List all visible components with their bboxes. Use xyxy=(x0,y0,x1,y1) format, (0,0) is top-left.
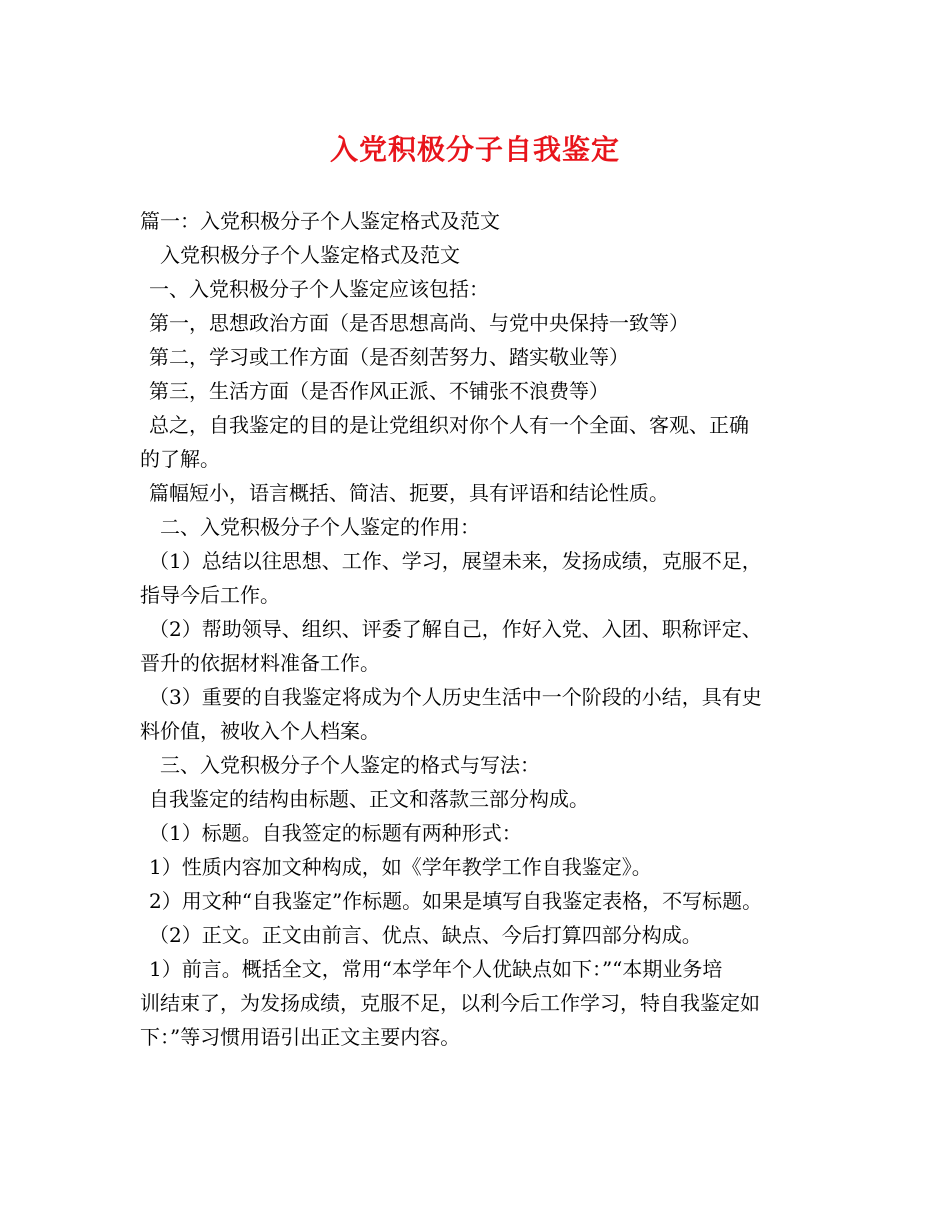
text-line: （1）总结以往思想、工作、学习，展望未来，发扬成绩，克服不足， xyxy=(149,549,762,573)
text-line: 篇一：入党积极分子个人鉴定格式及范文 xyxy=(140,209,500,233)
text-line: （2）正文。正文由前言、优点、缺点、今后打算四部分构成。 xyxy=(149,923,702,947)
text-line: （3）重要的自我鉴定将成为个人历史生活中一个阶段的小结，具有史 xyxy=(149,685,762,709)
text-line: 三、入党积极分子个人鉴定的格式与写法： xyxy=(160,753,540,777)
document-body xyxy=(140,204,830,1054)
text-line: 第二，学习或工作方面（是否刻苦努力、踏实敬业等） xyxy=(149,345,629,369)
text-line: 的了解。 xyxy=(140,447,220,471)
text-line: 二、入党积极分子个人鉴定的作用： xyxy=(160,515,480,539)
text-line: 篇幅短小，语言概括、简洁、扼要，具有评语和结论性质。 xyxy=(149,481,669,505)
text-line: （2）帮助领导、组织、评委了解自己，作好入党、入团、职称评定、 xyxy=(149,617,762,641)
text-line: 下：”等习惯用语引出正文主要内容。 xyxy=(140,1025,461,1049)
text-line: （1）标题。自我签定的标题有两种形式： xyxy=(149,821,522,845)
text-line: 第三，生活方面（是否作风正派、不铺张不浪费等） xyxy=(149,379,609,403)
text-line: 训结束了，为发扬成绩，克服不足，以利今后工作学习，特自我鉴定如 xyxy=(140,991,760,1015)
text-line: 自我鉴定的结构由标题、正文和落款三部分构成。 xyxy=(149,787,589,811)
text-line: 入党积极分子个人鉴定格式及范文 xyxy=(160,243,460,267)
text-line: 一、入党积极分子个人鉴定应该包括： xyxy=(149,277,489,301)
text-line: 第一，思想政治方面（是否思想高尚、与党中央保持一致等） xyxy=(149,311,689,335)
text-line: 料价值，被收入个人档案。 xyxy=(140,719,380,743)
text-line: 总之，自我鉴定的目的是让党组织对你个人有一个全面、客观、正确 xyxy=(149,413,749,437)
text-line: 晋升的依据材料准备工作。 xyxy=(140,651,380,675)
document-title: 入党积极分子自我鉴定 xyxy=(329,133,620,166)
text-line: 1）前言。概括全文，常用“本学年个人优缺点如下：”“本期业务培 xyxy=(149,957,723,981)
text-line: 2）用文种“自我鉴定”作标题。如果是填写自我鉴定表格，不写标题。 xyxy=(149,889,763,913)
text-line: 1）性质内容加文种构成，如《学年教学工作自我鉴定》。 xyxy=(149,855,652,879)
text-line: 指导今后工作。 xyxy=(140,583,280,607)
